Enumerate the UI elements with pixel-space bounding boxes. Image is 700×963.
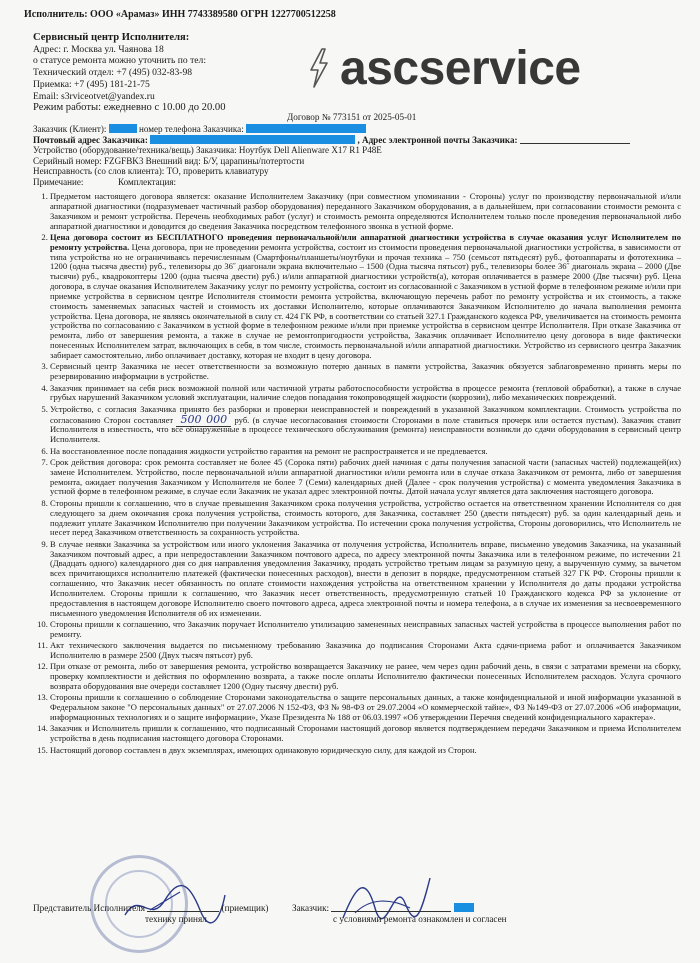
- customer-sub: с условиями ремонта ознакомлен и согласен: [333, 914, 507, 924]
- contract-number: Договор № 773151 от 2025-05-01: [287, 112, 417, 122]
- executor-signature-block: [33, 903, 269, 913]
- phone-label: номер телефона Заказчика:: [138, 124, 244, 134]
- company-line: Исполнитель: ООО «Арамаз» ИНН 7743389580 ОГРН 1227700512258: [24, 9, 336, 20]
- term-item: 15. Настоящий договор составлен в двух экземплярах, имеющих одинаковую юридическую силу, для каждой из Сторон.: [50, 746, 681, 756]
- term-item: 13. Стороны пришли к соглашению о соблюдение Сторонами законодательства о защите персональных данных, а также конфиденциальной и иной информации указанной в Федеральном законе "О персональных данных" от 27.07.2006 N 152-ФЗ, ФЗ № 98-ФЗ от 29.07.2004 «О коммерческой тайне», ФЗ №149-ФЗ от 27.07.2006 «Об информации, информационных технологиях и о защите информации», Указе Президента № 188 от 06.03.1997 «Об утверждении Перечня сведений конфиденциального характера».: [50, 693, 681, 723]
- kit-label: Комплектация:: [118, 176, 177, 187]
- address-label: Почтовый адрес Заказчика:: [33, 134, 148, 145]
- executor-label: Представитель Исполнителя: [33, 903, 145, 913]
- logo-text: ascservice: [340, 41, 581, 95]
- term-item: 14. Заказчик и Исполнитель пришли к соглашению, что подписанный Сторонами настоящий договор является подтверждением передачи Заказчиком и приема Исполнителем устройства в день подписания настоящего договора Сторонами.: [50, 724, 681, 744]
- term-item: 7. Срок действия договора: срок ремонта составляет не более 45 (Сорока пяти) рабочих дней начиная с даты получения запасной части (запасных частей) подлежащей(их) замене Исполнителем. Устройство, после первоначальной и/или аппаратной диагностики и/или ремонта или в случае отказа Заказчиком от ремонта, либо от завершения ремонта, ожидает получения Заказчиком у Исполнителя не более 7 (Семи) календарных дней (Далее - срок получения устройства) с момента уведомления Заказчика в устной форме в телефонном режиме, в случае если Заказчик не указал адрес электронной почты. Датой начала услуг является дата заключения настоящего договора.: [50, 458, 681, 497]
- executor-role: (приемщик): [221, 903, 269, 913]
- client-label: Заказчик (Клиент):: [33, 124, 107, 134]
- executor-sign-line: [147, 903, 219, 912]
- term-2-text: Цена договора, при не проведении ремонта устройства, состоит из стоимости проведения первоначальной диагностики устройства, в зависимости от типа устройства но не ограничиваясь перечисленным (Смартфоны/планшеты/ноутбуки и прочая техника – 750 (семьсот пятьдесят) руб., фотоаппараты и фототехника – 1200 (одна тысяча двести) руб., телевизоры до 36˝ диагонали экрана включительно – 1500 (Одна тысяча пятьсот) руб., телевизоры более 36˝ диагональ экрана – 2000 (Две тысячи) руб., квадрокоптеры 1200 (одна тысяча двести) руб.) и/или аппаратной диагностики устройств(а), которая оплачивается в размере 2000 (Две тысячи) руб. Цена договора, в случае оказания Исполнителем Заказчику услуг по ремонту устройства, состоит из согласованной с Заказчиком в устной форме в телефонном режиме и/или при приемке устройства в сервисном центре Исполнителя стоимости ремонта устройства, включающую перечень работ по ремонту устройства и их стоимость, а также стоимость заменяемых запасных частей и стоимость их доставки Исполнителю, которые оплачиваются Заказчиком Исполнителю до начала выполнения ремонта устройства. Цена договора, не являясь окончательной в силу ст. 424 ГК РФ, в соответствии со статьей 327.1 Гражданского кодекса РФ, увеличивается на стоимость ремонта устройства по согласованию с Заказчиком в устной форме в телефонном режиме и/или при приемке устройства в сервисном центре Исполнителя. При отказе Заказчика от ремонта, либо от завершения ремонта, а также в случае не ремонтопригодности устройства, Заказчик оплачивает Исполнителю цену договора в виде фактически понесенных Исполнителем затрат, включающих в себя, в том числе, стоимость первоначальной и/или аппаратной диагностики. Устройство из сервисного центра Заказчик забирает самостоятельно, либо оплачивает доставку, которая не входит в цену договора.: [50, 241, 682, 360]
- term-item: 9. В случае неявки Заказчика за устройством или иного уклонения Заказчика от получения устройства, Исполнитель вправе, письменно уведомив Заказчика, на указанный Заказчиком почтовый адрес, а при непредоставлении Заказчиком почтового адреса, по адресу электронной почты Заказчика или в телефонном режиме, по истечении 21 (Двадцать одного) календарного дня со дня направления уведомления Заказчику, продать устройство третьим лицам за разумную цену, а вырученную сумму, за вычетом всех причитающихся исполнителю платежей (фактически понесенных расходов), внести в депозит в порядке, предусмотренном статьей 327 ГК РФ. Стороны пришли к соглашению, что Заказчик несет обязанность по оплате стоимости нахождения устройства на ответственном хранении у Исполнителя до даты продажи устройства Исполнителем. Стороны пришли к соглашению, что Заказчик несет ответственность, предусмотренную статьей 10 Гражданского кодекса РФ за уклонение от предоставления в настоящем договоре Исполнителю своего почтового адреса, адреса электронной почты и номера телефона, а в случае их изменения за несвоевременного письменного уведомления Исполнителя об их изменении.: [50, 540, 681, 619]
- customer-label: Заказчик:: [292, 903, 330, 913]
- working-hours: Режим работы: ежедневно с 10.00 до 20.00: [33, 102, 226, 114]
- term-2-bold: Цена договора состоит из БЕСПЛАТНОГО проведения первоначальной/или аппаратной диагностики устройства в случае оказания услуг Исполнителем по ремонту устройства.: [50, 231, 681, 252]
- executor-sub: технику принял: [145, 914, 207, 924]
- contract-terms: [33, 192, 681, 757]
- term-5-text-a: Устройство, с согласия Заказчика принято без разборки и проверки неисправностей и повреждений в указанной Заказчиком комплектации. Стоимость устройства по согласованию Сторон составляет: [50, 403, 681, 425]
- email-blank: [520, 135, 630, 144]
- term-item: 3. Сервисный центр Заказчика не несет ответственности за возможную потерю данных в памяти устройства, Заказчик обязуется заблаговременно принять меры по резервированию информации в устройстве.: [50, 362, 681, 382]
- term-item: 1. Предметом настоящего договора является: оказание Исполнителем Заказчику (при совместном упоминании - Стороны) услуг по производству первоначальной и/или аппаратной диагностики (подразумевает частичный разбор оборудования) переданного Заказчиком оборудования, а в дальнейшем, при согласовании стоимости ремонта с Заказчиком и ремонт устройства. Перечень необходимых работ (услуг) и стоимость ремонта определяются Исполнителем только после проведения первоначальной либо аппаратной диагностики и доводится до сведения Заказчика посредством телефонного звонка в устной форме.: [50, 192, 681, 231]
- term-item: 12. При отказе от ремонта, либо от завершения ремонта, устройство возвращается Заказчику не ранее, чем через один рабочий день, в связи с затратами времени на сборку, проверку комплектности и действия по оформлению возврата, а также после оплаты Исполнителю фактически понесенных Исполнителем расходов. Услуга срочного возврата оборудования вне очереди составляет 1200 (Одну тысячу двести) руб.: [50, 662, 681, 692]
- device-line: Устройство (оборудование/техника/вещь) Заказчика: Ноутбук Dell Alienware X17 R1 P48E: [33, 145, 382, 156]
- customer-details: [33, 124, 673, 188]
- address: Адрес: г. Москва ул. Чаянова 18: [33, 43, 164, 55]
- service-title: Сервисный центр Исполнителя:: [33, 32, 190, 43]
- email: Email: s3rviceotvet@yandex.ru: [33, 90, 155, 102]
- customer-sign-line: [331, 903, 451, 912]
- device-value-handwritten: 500 000: [176, 413, 231, 427]
- company-logo: [308, 38, 581, 98]
- redacted-address: [150, 135, 355, 144]
- term-item: [50, 233, 681, 361]
- redacted-phone: [246, 124, 366, 133]
- serial-line: Серийный номер: FZGFBK3 Внешний вид: Б/У, царапины/потертости: [33, 155, 305, 166]
- term-item: 11. Акт технического заключения выдается по письменному требованию Заказчика до подписания Сторонами Акта сдачи-приема работ и оплачивается Заказчиком Исполнителю в размере 2500 (Двух тысяч пятьсот) руб.: [50, 641, 681, 661]
- service-center-block: [33, 32, 333, 114]
- customer-signature-block: [292, 903, 474, 913]
- term-item: 8. Стороны пришли к соглашению, что в случае превышения Заказчиком срока получения устройства, устройство остается на ответственном хранении Исполнителя со дня следующего за днем окончания срока получения устройства, стоимость которого, для Заказчика, составляет 250 (двести пятьдесят) руб. за один календарный день и подлежит уплате Заказчиком Исполнителю при получении Заказчиком устройства. По истечении срока получения устройства, Стороны договорились, что Исполнитель не несет перед Заказчиком ответственность за сохранность устройства.: [50, 499, 681, 538]
- status-notice: о статусе ремонта можно уточнить по тел:: [33, 55, 206, 67]
- fault-line: Неисправность (со слов клиента): ТО, проверить клавиатуру: [33, 166, 269, 177]
- reception-phone: Приемка: +7 (495) 181-21-75: [33, 78, 150, 90]
- term-item: [50, 405, 681, 445]
- tech-dept-phone: Технический отдел: +7 (495) 032-83-98: [33, 67, 193, 79]
- term-item: 10. Стороны пришли к соглашению, что Заказчик поручает Исполнителю утилизацию замененных неисправных запасных частей устройства в процессе выполнения работ по ремонту.: [50, 620, 681, 640]
- term-item: 4. Заказчик принимает на себя риск возможной полной или частичной утраты работоспособности устройства в процессе ремонта (тепловой обработки), а также в случае грубых нарушений Заказчиком условий эксплуатации, наличие следов попадания токопроводящей жидкости (коррозии), либо механических повреждений.: [50, 384, 681, 404]
- redacted-client: [109, 124, 137, 133]
- email-label: , Адрес электронной почты Заказчика:: [357, 134, 518, 145]
- redacted-customer-name: [454, 903, 474, 912]
- lightning-icon: [308, 48, 330, 88]
- term-5-text-b: руб. (в случае несогласования стоимости Сторонами в поле ставиться прочерк или остается пустым). Заказчик ставит Исполнителя в известность, что все обнаруженные в процессе технического обслуживания (ремонта) неисправности возникли до сдачи оборудования в сервисный центр Исполнителя.: [50, 414, 682, 445]
- term-item: 6. На восстановленное после попадания жидкости устройство гарантия на ремонт не распространяется и не предлевается.: [50, 447, 681, 457]
- note-label: Примечание:: [33, 176, 84, 187]
